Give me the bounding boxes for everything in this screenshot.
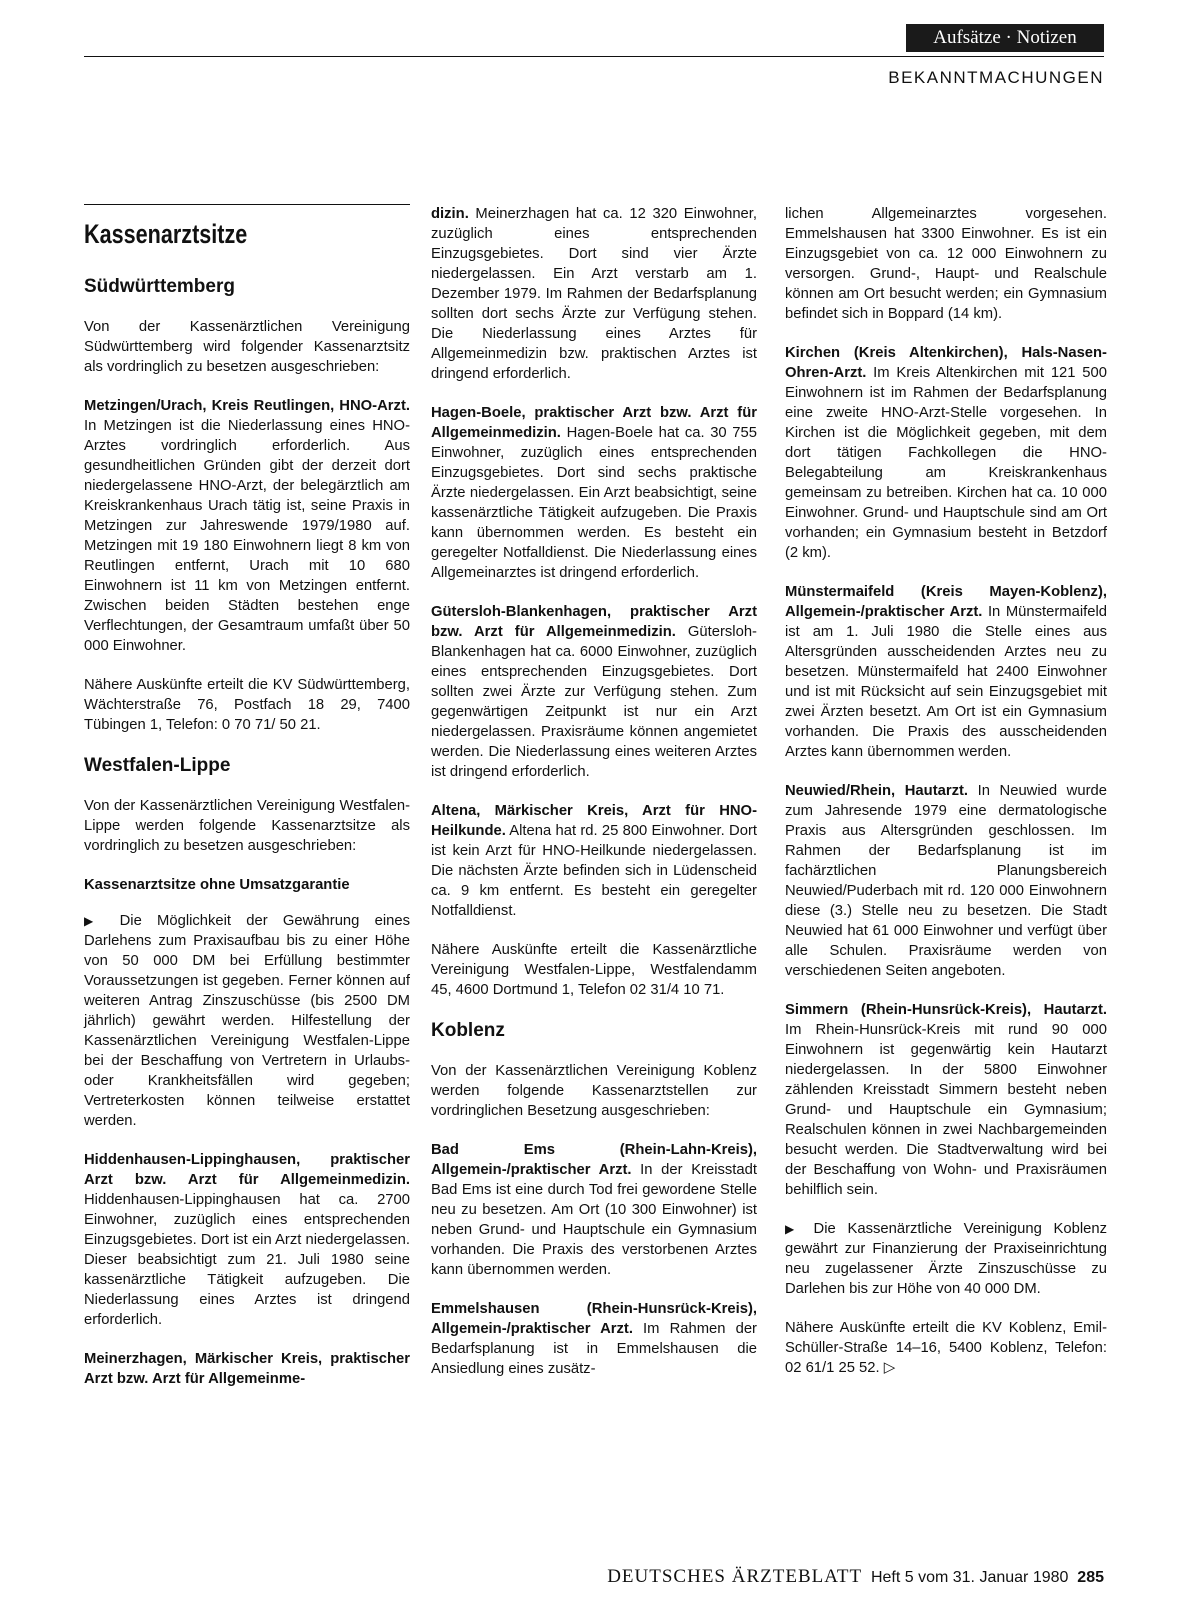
page-footer	[84, 1566, 1104, 1588]
subheading: Kassenarztsitze ohne Umsatzgarantie	[84, 877, 350, 893]
listing-text: In Münstermaifeld ist am 1. Juli 1980 die Stelle eines aus Altersgründen ausscheidenden Arztes neu zu besetzen. Münstermaifeld hat 2400 Einwohner und ist mit Rücksicht auf sein Einzugsgebiet mit zwei Ärzten besetzt. Am Ort ist ein Gymnasium vorhanden. Die Praxis des ausscheidenden Arztes kann übernommen werden.	[785, 604, 1107, 760]
listing-heading: Gütersloh-Blankenhagen, praktischer Arzt bzw. Arzt für Allgemeinmedizin.	[431, 604, 757, 640]
listing-emmelshausen-cont: lichen Allgemeinarztes vorgesehen. Emmelshausen hat 3300 Einwohner. Es ist ein Einzugsgebiet von ca. 12 000 Einwohnern zu versorgen. Grund-, Haupt- und Realschule können am Ort besucht werden; ein Gymnasium befindet sich in Boppard (14 km).	[785, 206, 1107, 322]
listing-text: Hagen-Boele hat ca. 30 755 Einwohner, zuzüglich eines entsprechenden Einzugsgebietes. Dort sind sechs praktische Ärzte niedergelassen. Ein Arzt beabsichtigt, seine kassenärztliche Tätigkeit aufzugeben. Die Praxis kann übernommen werden. Es besteht ein geregelter Notfalldienst. Die Niederlassung eines Allgemeinarztes ist dringend erforderlich.	[431, 425, 757, 581]
arrow-right-icon: ▶	[84, 914, 105, 928]
paragraph: Von der Kassenärztlichen Vereinigung Südwürttemberg wird folgender Kassenarztsitz als vordringlich zu besetzen ausgeschrieben:	[84, 319, 410, 375]
listing-heading: Kirchen (Kreis Altenkirchen), Hals-Nasen-Ohren-Arzt.	[785, 345, 1107, 381]
title-rule	[84, 204, 410, 205]
listing-muenstermaifeld	[785, 582, 1107, 762]
paragraph: Von der Kassenärztlichen Vereinigung Westfalen-Lippe werden folgende Kassenarztsitze als vordringlich zu besetzen ausgeschrieben:	[84, 798, 410, 854]
listing-text: Altena hat rd. 25 800 Einwohner. Dort ist kein Arzt für HNO-Heilkunde niedergelassen. Die nächsten Ärzte befinden sich in Lüdenscheid ca. 9 km entfernt. Es besteht ein geregelter Notfalldienst.	[431, 823, 757, 919]
listing-neuwied	[785, 781, 1107, 981]
contact-text: Nähere Auskünfte erteilt die KV Koblenz, Emil-Schüller-Straße 14–16, 5400 Koblenz, Telefon: 02 61/1 25 52.	[785, 1320, 1107, 1376]
listing-text: Im Rhein-Hunsrück-Kreis mit rund 90 000 Einwohnern ist gegenwärtig kein Hautarzt niedergelassen. In der 5800 Einwohner zählenden Kreisstadt Simmern besteht neben Grund- und Hauptschule ein Gymnasium; Realschulen können in zwei Nachbargemeinden besucht werden. Die Stadtverwaltung wird bei der Beschaffung von Wohn- und Praxisräumen behilflich sein.	[785, 1022, 1107, 1198]
listing-text: In Neuwied wurde zum Jahresende 1979 eine dermatologische Praxis aus Altersgründen geschlossen. Im Rahmen der Bedarfsplanung ist im fachärztlichen Planungsbereich Neuwied/Puderbach mit rd. 120 000 Einwohnern diese (3.) Stelle neu zu besetzen. Die Stadt Neuwied hat 61 000 Einwohner und verfügt über alle Schulen. Praxisräume werden von verschiedenen Seiten angeboten.	[785, 783, 1107, 979]
column-3	[785, 204, 1107, 1397]
listing-simmern	[785, 1000, 1107, 1200]
section-tag: Aufsätze · Notizen	[906, 24, 1104, 52]
continue-arrow-icon: ▷	[883, 1360, 896, 1376]
paragraph-note	[84, 911, 410, 1131]
paragraph-contact: Nähere Auskünfte erteilt die Kassenärztliche Vereinigung Westfalen-Lippe, Westfalendamm 45, 4600 Dortmund 1, Telefon 02 31/4 10 71.	[431, 942, 757, 998]
listing-text: In Metzingen ist die Niederlassung eines HNO-Arztes vordringlich erforderlich. Aus gesundheitlichen Gründen gibt der derzeit dort niedergelassene HNO-Arzt, der belegärztlich am Kreiskrankenhaus Urach tätig ist, seine Praxis in Metzingen zur Jahreswende 1979/1980 auf. Metzingen mit 19 180 Einwohnern liegt 8 km von Reutlingen entfernt, Urach mit 10 680 Einwohnern ist 11 km von Metzingen entfernt. Zwischen beiden Städten bestehen enge Verflechtungen, der Gesamtraum umfaßt über 50 000 Einwohner.	[84, 418, 410, 654]
paragraph-contact	[785, 1318, 1107, 1378]
listing-text: Im Kreis Altenkirchen mit 121 500 Einwohnern ist im Rahmen der Bedarfsplanung eine zweite HNO-Arzt-Stelle vorgesehen. In Kirchen ist die Möglichkeit gegeben, mit dem dort tätigen Fachkollegen die HNO-Belegabteilung am Kreiskrankenhaus gemeinsam zu betreiben. Kirchen hat ca. 10 000 Einwohner. Grund- und Hauptschule sind am Ort vorhanden; ein Gymnasium besteht in Betzdorf (2 km).	[785, 365, 1107, 561]
listing-heading: Hagen-Boele, praktischer Arzt bzw. Arzt für Allgemeinmedizin.	[431, 405, 757, 441]
paragraph-contact: Nähere Auskünfte erteilt die KV Südwürttemberg, Wächterstraße 76, Postfach 18 29, 7400 Tübingen 1, Telefon: 0 70 71/ 50 21.	[84, 677, 410, 733]
article-title: Kassenarztsitze	[84, 219, 248, 249]
region-heading-suedwuerttemberg: Südwürttemberg	[84, 276, 235, 297]
listing-heading: Emmelshausen (Rhein-Hunsrück-Kreis), Allgemein-/praktischer Arzt.	[431, 1301, 757, 1337]
listing-meinerzhagen-cont	[431, 204, 757, 384]
column-1	[84, 204, 410, 1408]
listing-bad-ems	[431, 1140, 757, 1280]
listing-metzingen	[84, 396, 410, 656]
region-heading-koblenz: Koblenz	[431, 1020, 505, 1041]
listing-heading: Meinerzhagen, Märkischer Kreis, praktischer Arzt bzw. Arzt für Allgemeinme-	[84, 1351, 410, 1387]
listing-text: Im Rahmen der Bedarfsplanung ist in Emmelshausen die Ansiedlung eines zusätz-	[431, 1321, 757, 1377]
listing-text: Gütersloh-Blankenhagen hat ca. 6000 Einwohner, zuzüglich eines entsprechenden Einzugsgebietes. Dort sollten zwei Ärzte zur Verfügung stehen. Zum gegenwärtigen Zeitpunkt ist nur ein Arzt niedergelassen. Praxisräume können angemietet werden. Die Niederlassung eines weiteren Arztes ist dringend erforderlich.	[431, 624, 757, 780]
listing-heading: Metzingen/Urach, Kreis Reutlingen, HNO-Arzt.	[84, 398, 410, 414]
paragraph-note	[785, 1219, 1107, 1299]
listing-heading: Bad Ems (Rhein-Lahn-Kreis), Allgemein-/praktischer Arzt.	[431, 1142, 757, 1178]
listing-text: Meinerzhagen hat ca. 12 320 Einwohner, zuzüglich eines entsprechenden Einzugsgebietes. Dort sind vier Ärzte niedergelassen. Ein Arzt verstarb am 1. Dezember 1979. Im Rahmen der Bedarfsplanung sollten dort sechs Ärzte zur Verfügung stehen. Die Niederlassung eines Arztes für Allgemeinmedizin bzw. praktischen Arztes ist dringend erforderlich.	[431, 206, 757, 382]
arrow-right-icon: ▶	[785, 1222, 802, 1236]
publication-name: DEUTSCHES ÄRZTEBLATT	[607, 1566, 863, 1587]
listing-altena	[431, 801, 757, 921]
listing-heading: Altena, Märkischer Kreis, Arzt für HNO-Heilkunde.	[431, 803, 757, 839]
listing-heading: Neuwied/Rhein, Hautarzt.	[785, 783, 969, 799]
listing-hagen-boele	[431, 403, 757, 583]
listing-meinerzhagen	[84, 1349, 410, 1389]
note-text: Die Möglichkeit der Gewährung eines Darlehens zum Praxisaufbau bis zu einer Höhe von 50 000 DM bei Erfüllung bestimmter Voraussetzungen ist gegeben. Ferner können auf weiteren Antrag Zinszuschüsse (bis 2500 DM jährlich) gewährt werden. Hilfestellung der Kassenärztlichen Vereinigung Westfalen-Lippe bei der Beschaffung von Vertretern in Urlaubs- oder Krankheitsfällen wird gegeben; Vertreterkosten können teilweise erstattet werden.	[84, 913, 411, 1129]
issue-info: Heft 5 vom 31. Januar 1980	[870, 1569, 1069, 1586]
note-text: Die Kassenärztliche Vereinigung Koblenz gewährt zur Finanzierung der Praxiseinrichtung neu zugelassener Ärzte Zinszuschüsse zu Darlehen bis zur Höhe von 40 000 DM.	[785, 1221, 1108, 1297]
listing-heading: Münstermaifeld (Kreis Mayen-Koblenz), Allgemein-/praktischer Arzt.	[785, 584, 1107, 620]
listing-text: In der Kreisstadt Bad Ems ist eine durch Tod frei gewordene Stelle neu zu besetzen. Am Ort (10 300 Einwohner) ist neben Grund- und Hauptschule ein Gymnasium vorhanden. Die Praxis des verstorbenen Arztes kann übernommen werden.	[431, 1162, 757, 1278]
listing-kirchen	[785, 343, 1107, 563]
listing-heading: dizin.	[431, 206, 469, 222]
region-heading-westfalen-lippe: Westfalen-Lippe	[84, 755, 231, 776]
listing-heading: Simmern (Rhein-Hunsrück-Kreis), Hautarzt.	[785, 1002, 1107, 1018]
listing-text: Hiddenhausen-Lippinghausen hat ca. 2700 Einwohner, zuzüglich eines entsprechenden Einzugsgebietes. Dort ist ein Arzt niedergelassen. Dieser beabsichtigt zum 21. Juli 1980 seine kassenärztliche Tätigkeit aufzugeben. Die Niederlassung eines Arztes ist dringend erforderlich.	[84, 1192, 410, 1328]
listing-guetersloh	[431, 602, 757, 782]
paragraph: Von der Kassenärztlichen Vereinigung Koblenz werden folgende Kassenarztstellen zur vordringlichen Besetzung ausgeschrieben:	[431, 1063, 757, 1119]
section-subtitle: BEKANNTMACHUNGEN	[888, 68, 1104, 87]
column-2	[431, 204, 757, 1398]
page-number: 285	[1077, 1569, 1104, 1586]
listing-heading: Hiddenhausen-Lippinghausen, praktischer Arzt bzw. Arzt für Allgemeinmedizin.	[84, 1152, 410, 1188]
listing-hiddenhausen	[84, 1150, 410, 1330]
listing-emmelshausen	[431, 1299, 757, 1379]
header-rule	[84, 56, 1104, 57]
